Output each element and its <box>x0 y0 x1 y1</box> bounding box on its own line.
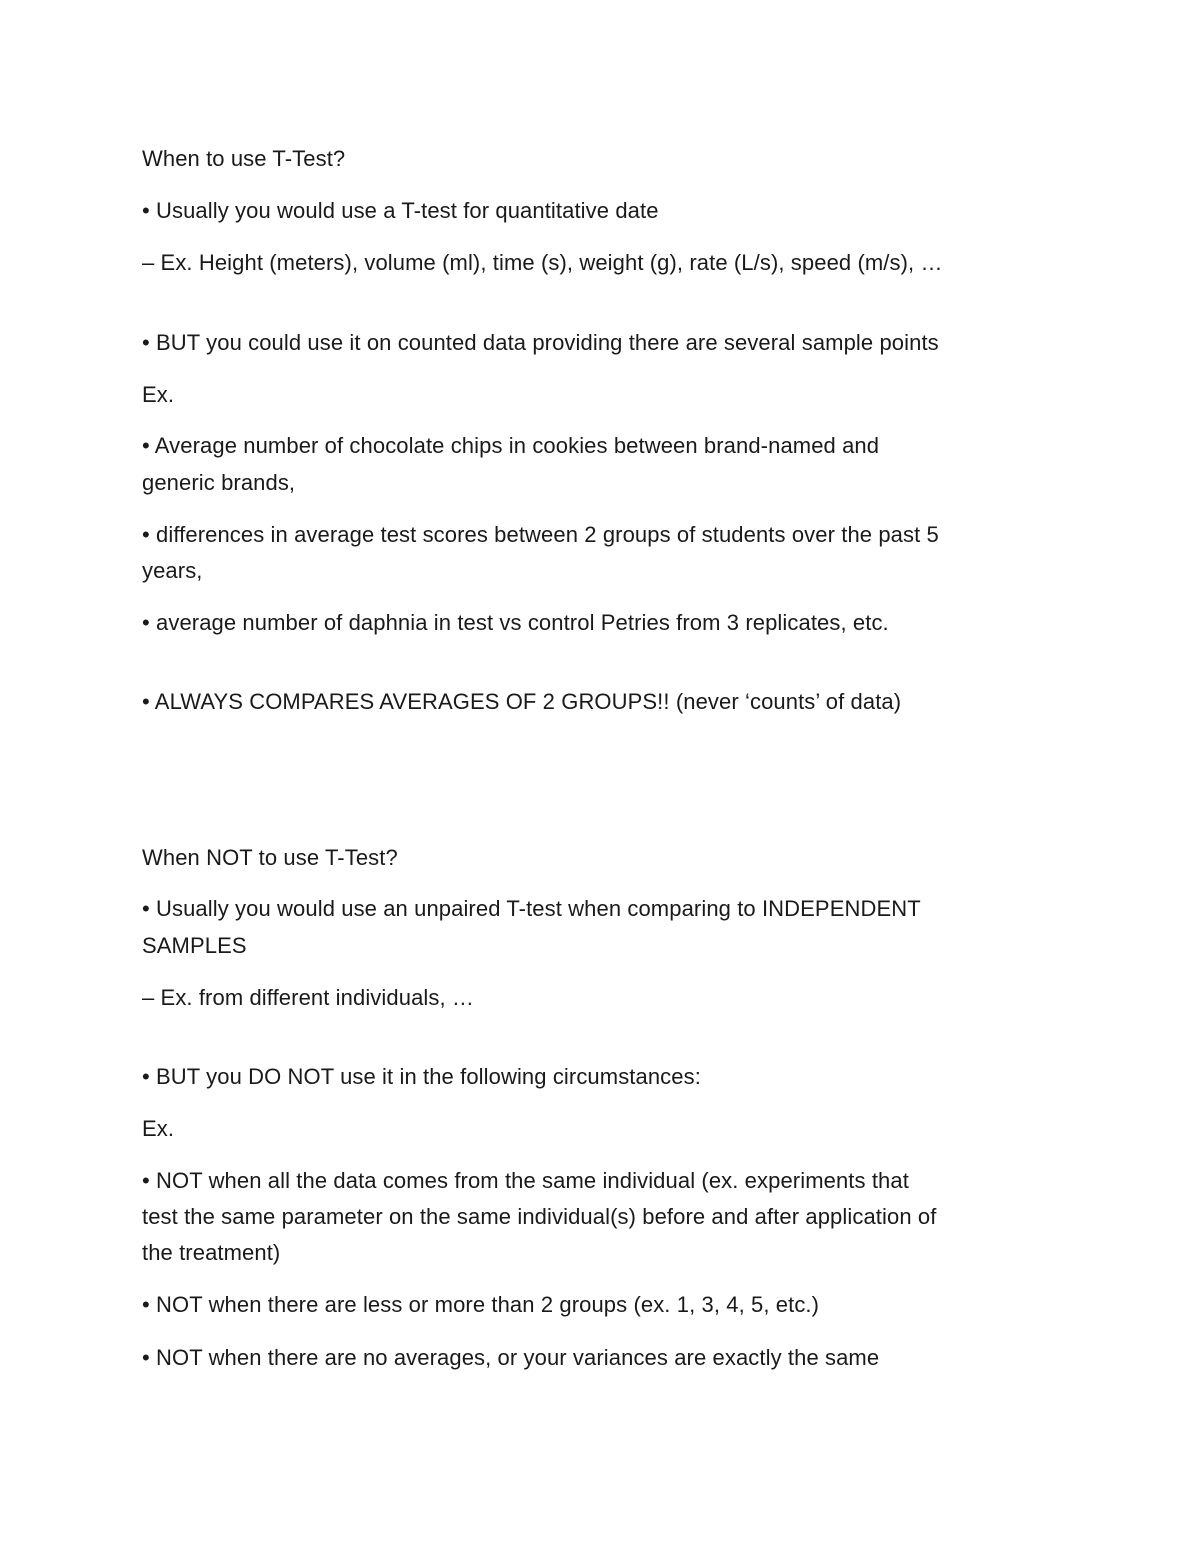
section1-heading: When to use T-Test? <box>142 146 346 171</box>
section1-example-daphnia: • average number of daphnia in test vs control Petries from 3 replicates, etc. <box>142 610 889 635</box>
section1-bullet-quantitative: • Usually you would use a T-test for quantitative date <box>142 198 659 223</box>
section1-example-chocolate-chips-cont: generic brands, <box>142 470 296 495</box>
section2-example-same-individual: • NOT when all the data comes from the same individual (ex. experiments that <box>142 1168 909 1193</box>
section2-example-label: Ex. <box>142 1116 175 1141</box>
section1-bullet-counted-data: • BUT you could use it on counted data providing there are several sample points <box>142 330 939 355</box>
section1-example-test-scores: • differences in average test scores between 2 groups of students over the past 5 <box>142 522 939 547</box>
section2-example-group-count: • NOT when there are less or more than 2 groups (ex. 1, 3, 4, 5, etc.) <box>142 1292 820 1317</box>
section1-bullet-always-compares: • ALWAYS COMPARES AVERAGES OF 2 GROUPS!! (never ‘counts’ of data) <box>142 689 902 714</box>
section2-example-same-individual-cont2: the treatment) <box>142 1240 281 1265</box>
section2-bullet-unpaired-cont: SAMPLES <box>142 933 247 958</box>
section2-example-no-averages: • NOT when there are no averages, or your variances are exactly the same <box>142 1345 880 1370</box>
section2-bullet-unpaired: • Usually you would use an unpaired T-test when comparing to INDEPENDENT <box>142 896 921 921</box>
section2-bullet-do-not-use: • BUT you DO NOT use it in the following circumstances: <box>142 1064 701 1089</box>
section1-bullet-quantitative-example: – Ex. Height (meters), volume (ml), time (s), weight (g), rate (L/s), speed (m/s), … <box>142 250 943 275</box>
section2-heading: When NOT to use T-Test? <box>142 845 398 870</box>
section1-example-test-scores-cont: years, <box>142 558 203 583</box>
section2-example-same-individual-cont1: test the same parameter on the same individual(s) before and after application of <box>142 1204 937 1229</box>
section1-example-label: Ex. <box>142 382 175 407</box>
section2-bullet-unpaired-example: – Ex. from different individuals, … <box>142 985 475 1010</box>
section1-example-chocolate-chips: • Average number of chocolate chips in cookies between brand-named and <box>142 433 880 458</box>
